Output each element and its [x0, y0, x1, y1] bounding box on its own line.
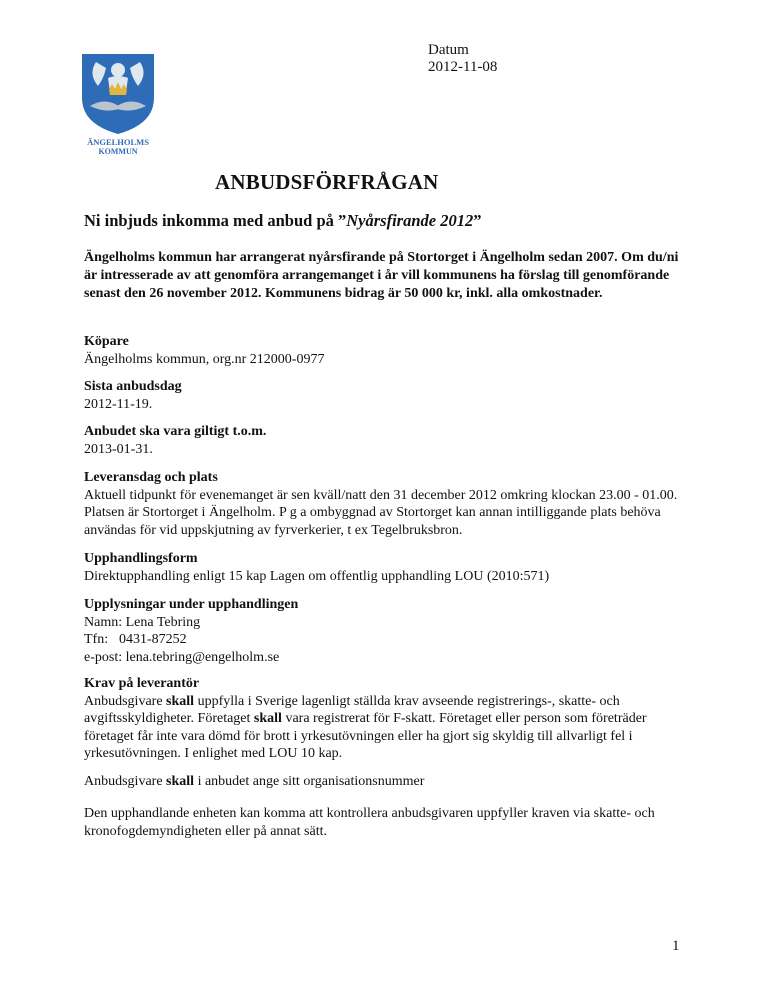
- phone-number: 0431-87252: [119, 632, 187, 647]
- contact-section: [84, 596, 684, 666]
- delivery-section: [84, 469, 684, 539]
- validity-section: [84, 423, 684, 458]
- verification-paragraph: Den upphandlande enheten kan komma att kontrollera anbudsgivaren uppfyller kraven via skatte- och kronofogdemyndigheten eller på annat sätt.: [84, 806, 655, 839]
- requirements-section: [84, 675, 684, 763]
- section-heading: Upphandlingsform: [84, 551, 198, 566]
- invitation-prefix: Ni inbjuds inkomma med anbud på ”: [84, 211, 347, 230]
- org-number-paragraph: Anbudsgivare skall i anbudet ange sitt organisationsnummer: [84, 774, 425, 789]
- buyer-section: [84, 333, 684, 368]
- event-name: Nyårsfirande 2012: [346, 211, 474, 230]
- municipality-logo: [76, 48, 160, 156]
- procurement-section: [84, 550, 684, 585]
- contact-name: Namn: Lena Tebring: [84, 614, 201, 630]
- section-text: Direktupphandling enligt 15 kap Lagen om offentlig upphandling LOU (2010:571): [84, 568, 550, 584]
- section-text: Aktuell tidpunkt för evenemanget är sen kväll/natt den 31 december 2012 omkring klockan 23.00 - 01.00. Platsen är Stortorget i Ängelholm. P g a ombyggnad av Stortorget kan annan intilliggande plats behöva användas för vid uppskjutning av fyrverkerier, t ex Tegelbruksbron.: [84, 487, 678, 538]
- invitation-suffix: ”: [473, 211, 482, 230]
- deadline-section: [84, 378, 684, 413]
- contact-phone: [84, 631, 684, 649]
- page-number: 1: [672, 938, 680, 954]
- section-text: Ängelholms kommun, org.nr 212000-0977: [84, 351, 325, 367]
- section-text: 2013-01-31.: [84, 441, 153, 457]
- section-heading: Sista anbudsdag: [84, 379, 182, 394]
- section-heading: Leveransdag och plats: [84, 470, 218, 485]
- svg-text:ÄNGELHOLMS: ÄNGELHOLMS: [87, 137, 149, 147]
- date-value: 2012-11-08: [428, 59, 498, 75]
- document-title: ANBUDSFÖRFRÅGAN: [215, 170, 439, 194]
- date-label: Datum: [428, 42, 469, 58]
- section-heading: Anbudet ska vara giltigt t.o.m.: [84, 424, 267, 439]
- contact-email: e-post: lena.tebring@engelholm.se: [84, 649, 280, 665]
- svg-text:KOMMUN: KOMMUN: [98, 147, 138, 156]
- coat-of-arms-icon: [76, 48, 160, 156]
- requirements-text: Anbudsgivare skall uppfylla i Sverige lagenligt ställda krav avseende registrerings-, skatte- och avgiftsskyldigheter. Företaget skall vara registrerat för F-skatt. Företaget eller person som företräder företaget får inte vara dömd för brott i yrkesutövningen eller ha gjort sig skyldig till allvarligt fel i yrkesutövningen. I enlighet med LOU 10 kap.: [84, 693, 647, 761]
- section-text: 2012-11-19.: [84, 396, 153, 412]
- section-heading: Krav på leverantör: [84, 676, 200, 691]
- phone-label: Tfn:: [84, 632, 109, 647]
- section-heading: Upplysningar under upphandlingen: [84, 597, 299, 612]
- intro-paragraph: Ängelholms kommun har arrangerat nyårsfirande på Stortorget i Ängelholm sedan 2007. Om du/ni är intresserade av att genomföra arrangemanget i år vill kommunens ha förslag till genomförande senast den 26 november 2012. Kommunens bidrag är 50 000 kr, inkl. alla omkostnader.: [84, 250, 679, 301]
- section-heading: Köpare: [84, 334, 129, 349]
- invitation-heading: [84, 211, 481, 231]
- date-block: [428, 42, 497, 76]
